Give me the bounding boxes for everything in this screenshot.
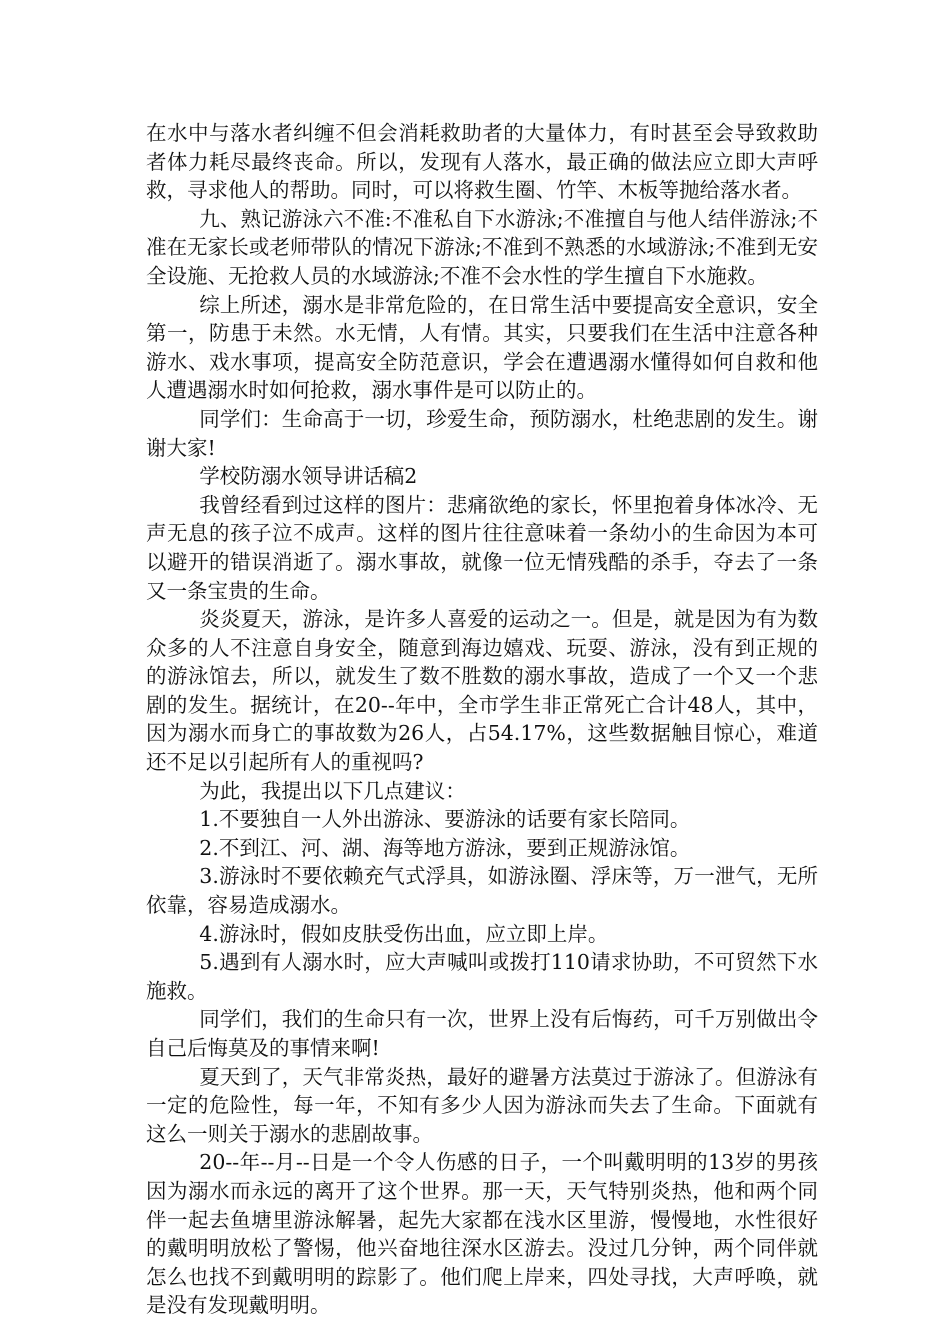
- paragraph: 20--年--月--日是一个令人伤感的日子，一个叫戴明明的13岁的男孩因为溺水而永远的离开了这个世界。那一天，天气特别炎热，他和两个同伴一起去鱼塘里游泳解暑，起先大家都在浅水区里游，慢慢地，水性很好的戴明明放松了警惕，他兴奋地往深水区游去。没过几分钟，两个同伴就怎么也找不到戴明明的踪影了。他们爬上岸来，四处寻找，大声呼唤，就是没有发现戴明明。: [146, 1150, 818, 1318]
- list-item: 3.游泳时不要依赖充气式浮具，如游泳圈、浮床等，万一泄气，无所依靠，容易造成溺水。: [146, 864, 818, 918]
- paragraph: 综上所述，溺水是非常危险的，在日常生活中要提高安全意识，安全第一，防患于未然。水无情，人有情。其实，只要我们在生活中注意各种游水、戏水事项，提高安全防范意识，学会在遭遇溺水懂得如何自救和他人遭遇溺水时如何抢救，溺水事件是可以防止的。: [146, 292, 818, 403]
- document-body: [146, 119, 818, 1320]
- section-heading: 学校防溺水领导讲话稿2: [199, 464, 418, 489]
- paragraph: 炎炎夏天，游泳，是许多人喜爱的运动之一。但是，就是因为有为数众多的人不注意自身安全，随意到海边嬉戏、玩耍、游泳，没有到正规的的游泳馆去，所以，就发生了数不胜数的溺水事故，造成了一个又一个悲剧的发生。据统计，在20--年中，全市学生非正常死亡合计48人，其中，因为溺水而身亡的事故数为26人，占54.17%，这些数据触目惊心，难道还不足以引起所有人的重视吗?: [146, 607, 818, 775]
- list-item: 4.游泳时，假如皮肤受伤出血，应立即上岸。: [199, 921, 609, 946]
- paragraph: 九、熟记游泳六不准:不准私自下水游泳;不准擅自与他人结伴游泳;不准在无家长或老师带队的情况下游泳;不准到不熟悉的水域游泳;不准到无安全设施、无抢救人员的水域游泳;不准不会水性的学生擅自下水施救。: [146, 206, 818, 288]
- paragraph: 我曾经看到过这样的图片：悲痛欲绝的家长，怀里抱着身体冰冷、无声无息的孩子泣不成声。这样的图片往往意味着一条幼小的生命因为本可以避开的错误消逝了。溺水事故，就像一位无情残酷的杀手，夺去了一条又一条宝贵的生命。: [146, 492, 818, 603]
- list-item: 5.遇到有人溺水时，应大声喊叫或拨打110请求协助，不可贸然下水施救。: [146, 950, 818, 1003]
- list-item: 1.不要独自一人外出游泳、要游泳的话要有家长陪同。: [199, 807, 691, 832]
- paragraph: 同学们，我们的生命只有一次，世界上没有后悔药，可千万别做出令自己后悔莫及的事情来啊!: [146, 1007, 818, 1060]
- paragraph: 同学们：生命高于一切，珍爱生命，预防溺水，杜绝悲剧的发生。谢谢大家!: [146, 406, 818, 460]
- list-item: 2.不到江、河、湖、海等地方游泳，要到正规游泳馆。: [199, 835, 691, 860]
- paragraph: 为此，我提出以下几点建议：: [199, 778, 466, 803]
- paragraph: 夏天到了，天气非常炎热，最好的避暑方法莫过于游泳了。但游泳有一定的危险性，每一年，不知有多少人因为游泳而失去了生命。下面就有这么一则关于溺水的悲剧故事。: [146, 1064, 818, 1146]
- paragraph: 在水中与落水者纠缠不但会消耗救助者的大量体力，有时甚至会导致救助者体力耗尽最终丧命。所以，发现有人落水，最正确的做法应立即大声呼救，寻求他人的帮助。同时，可以将救生圈、竹竿、木板等抛给落水者。: [146, 121, 818, 203]
